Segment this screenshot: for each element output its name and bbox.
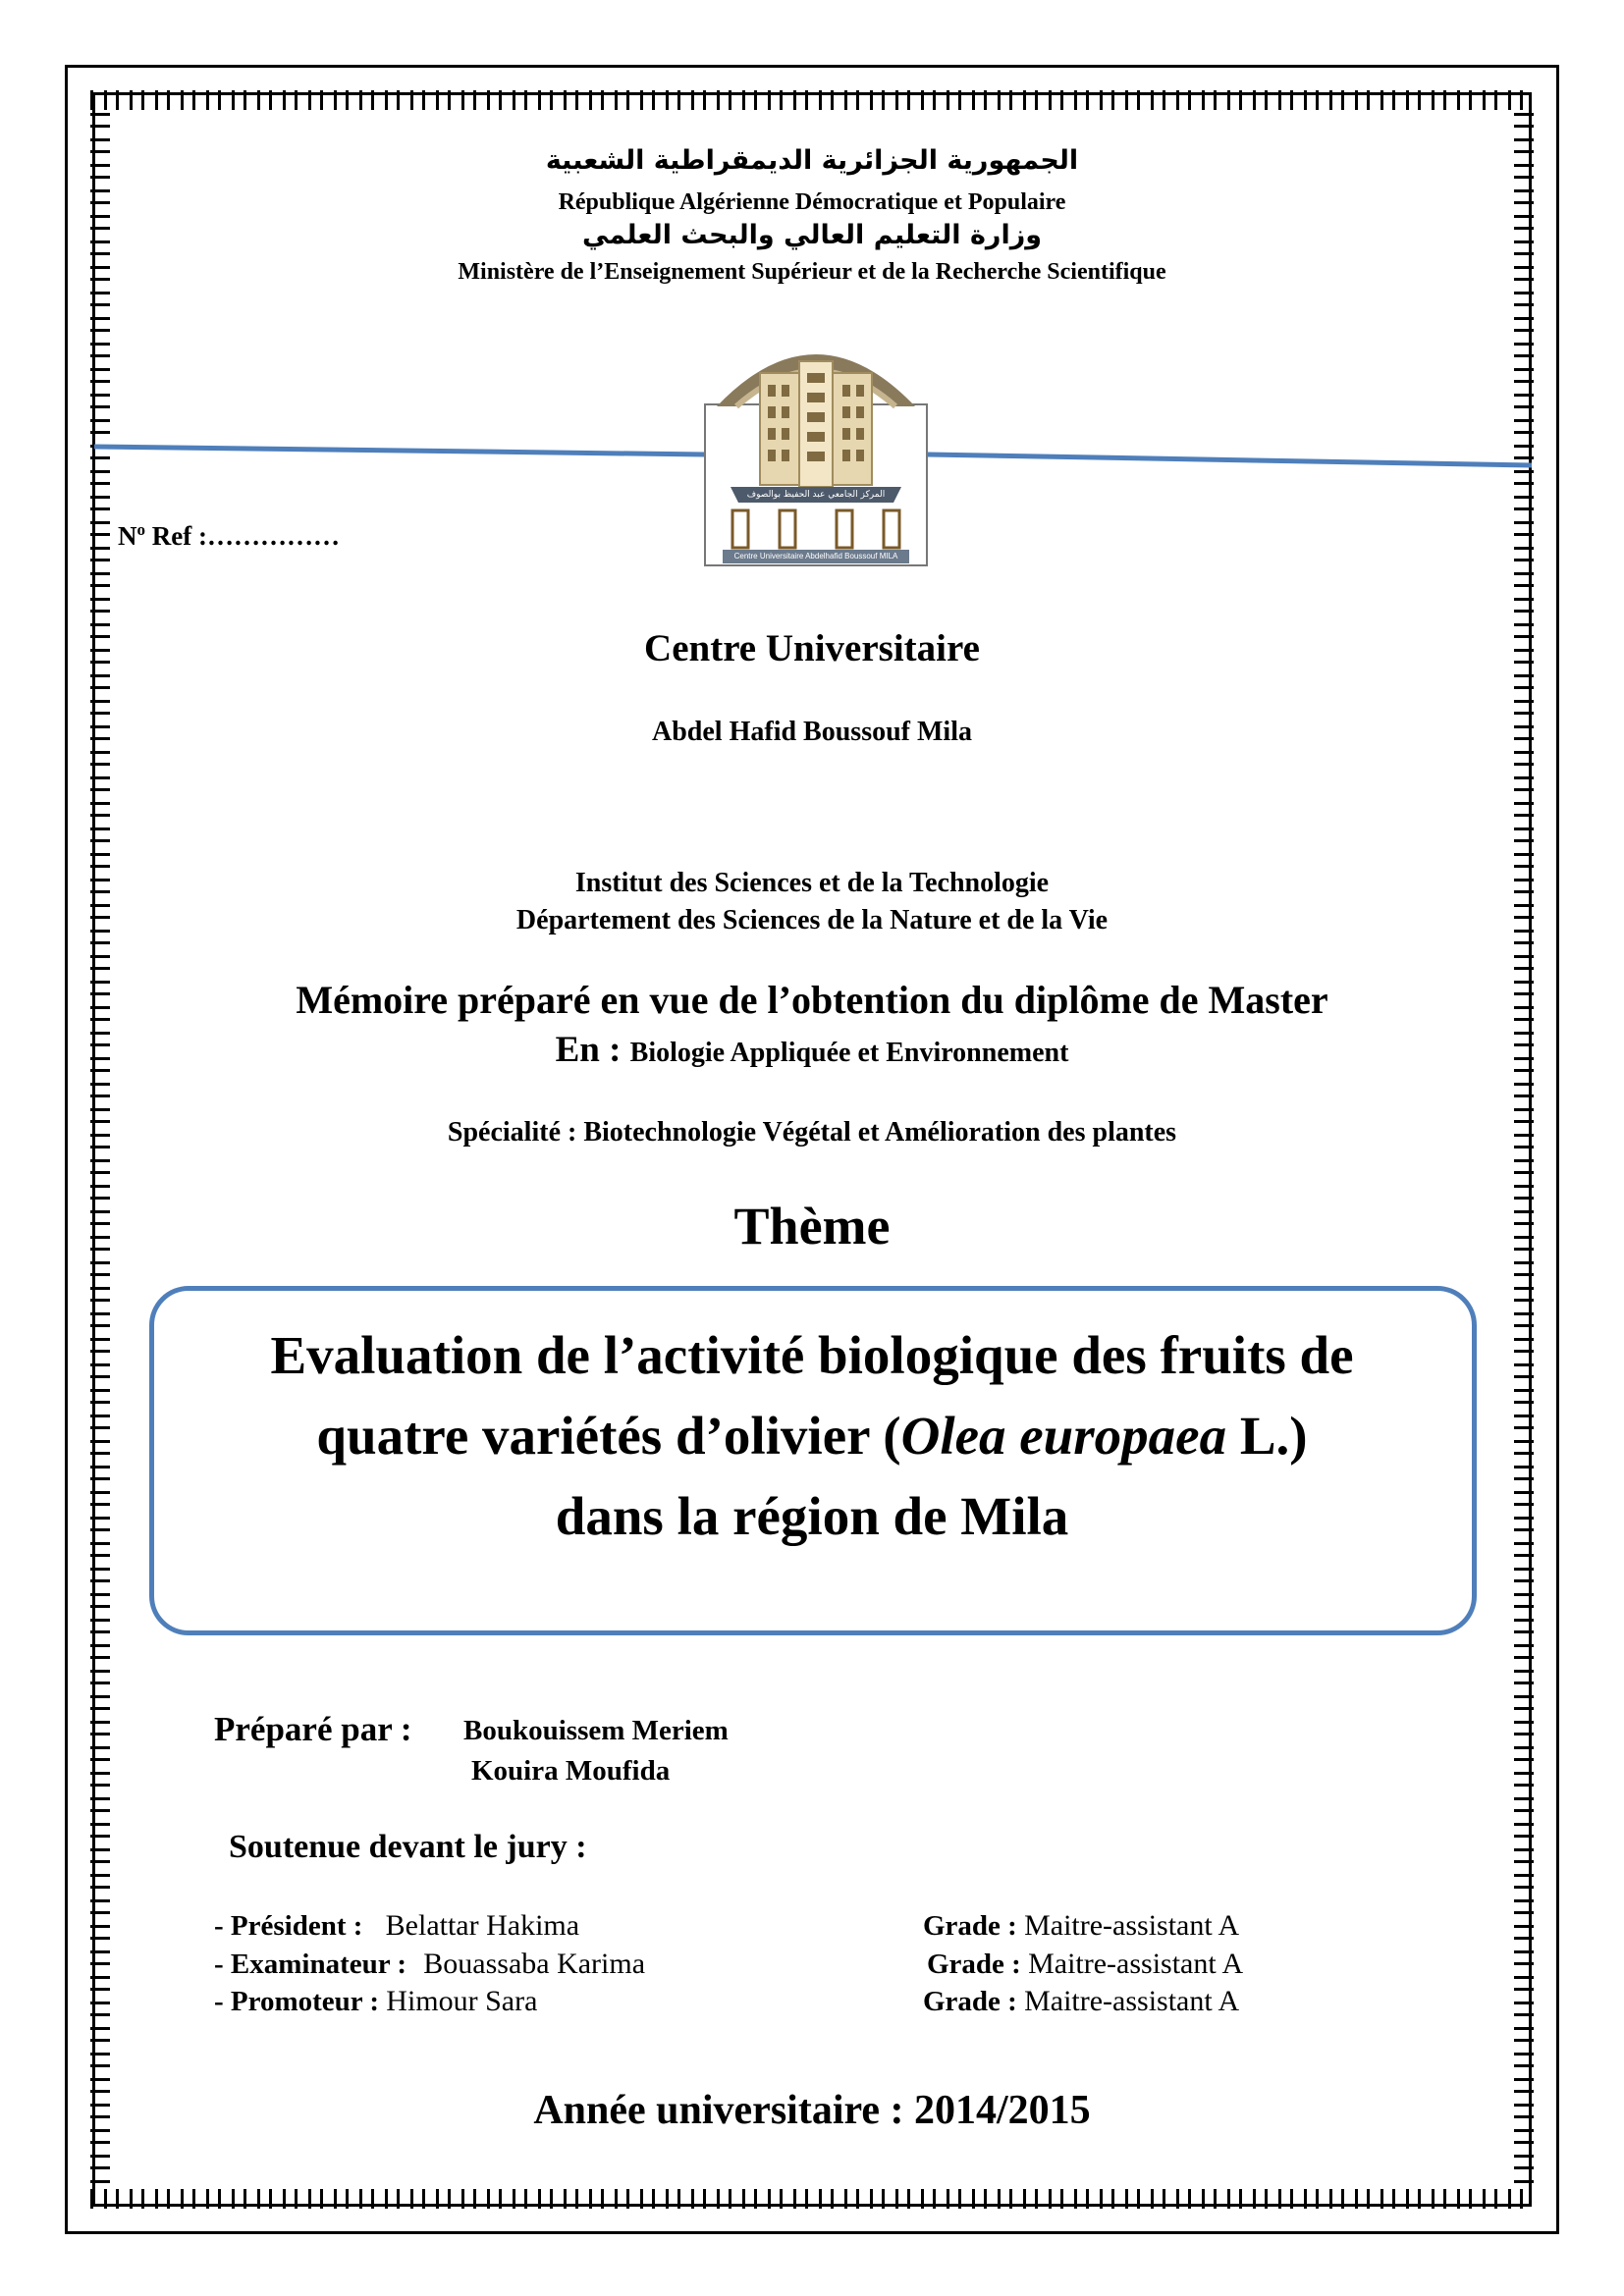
jury-row [214,1948,645,1981]
institution-subname: Abdel Hafid Boussouf Mila [652,717,972,747]
theme-line-1: Evaluation de l’activité biologique des fruits de [270,1325,1354,1385]
prepared-by-label: Préparé par : [214,1710,412,1748]
memoire-field [0,1029,1624,1071]
university-building-icon [703,322,929,567]
ref-label: N [118,521,137,551]
jury-role: - Président : [214,1910,370,1942]
arabic-ministry-title: وزارة التعليم العالي والبحث العلمي [581,220,1043,250]
grade-label: Grade : [923,1910,1025,1942]
republic-title: République Algérienne Démocratique et Populaire [558,189,1066,215]
jury-name: Bouassaba Karima [423,1948,646,1980]
theme-line-2-species: Olea europaea [900,1406,1227,1466]
theme-line-2-b: L.) [1226,1406,1308,1466]
ministry-title: Ministère de l’Enseignement Supérieur et de la Recherche Scientifique [458,259,1166,285]
prepared-name-2: Kouira Moufida [471,1755,671,1787]
memoire-title: Mémoire préparé en vue de l’obtention du diplôme de Master [296,978,1328,1022]
grade-value: Maitre-assistant A [1024,1909,1240,1942]
divider-left [94,447,705,454]
grade-label: Grade : [923,1986,1025,2017]
academic-year: Année universitaire : 2014/2015 [533,2088,1091,2133]
institute-name: Institut des Sciences et de la Technologie [574,868,1050,898]
jury-name: Himour Sara [386,1985,538,2017]
prepared-name-1: Boukouissem Meriem [463,1715,729,1746]
department-name: Département des Sciences de la Nature et de la Vie [515,905,1109,935]
jury-name: Belattar Hakima [385,1909,580,1942]
specialite: Spécialité : Biotechnologie Végétal et Amélioration des plantes [447,1117,1177,1148]
arabic-republic-title: الجمهورية الجزائرية الديمقراطية الشعبية [545,145,1079,176]
jury-role: - Examinateur : [214,1949,414,1980]
memoire-en-value: Biologie Appliquée et Environnement [629,1038,1069,1068]
jury-role: - Promoteur : [214,1986,387,2017]
theme-line-2-a: quatre variétés d’olivier ( [316,1406,901,1466]
jury-row [214,1985,537,2018]
grade-label: Grade : [927,1949,1029,1980]
jury-row [214,1909,579,1943]
grade-value: Maitre-assistant A [1024,1985,1240,2017]
prepared-label [214,1710,412,1749]
jury-grade [923,1909,1239,1943]
theme-line-3: dans la région de Mila [555,1486,1069,1546]
ref-rest: Ref :…………… [145,521,340,551]
memoire-en-label: En : [555,1030,630,1070]
grade-value: Maitre-assistant A [1028,1948,1244,1980]
institution-name: Centre Universitaire [644,627,980,669]
jury-grade [923,1985,1239,2018]
jury-grade [927,1948,1243,1981]
theme-heading: Thème [733,1197,891,1255]
divider-right [928,454,1532,465]
logo-arabic-caption: المركز الجامعي عبد الحفيظ بوالصوف ميلة [746,490,886,515]
reference-number [118,520,340,552]
ref-sup: o [136,520,145,539]
theme-title [0,1315,1624,1557]
jury-heading: Soutenue devant le jury : [229,1829,587,1865]
theme-line-2 [0,1396,1624,1476]
university-logo [703,322,929,567]
logo-caption: Centre Universitaire Abdelhafid Boussouf MILA [733,552,898,561]
